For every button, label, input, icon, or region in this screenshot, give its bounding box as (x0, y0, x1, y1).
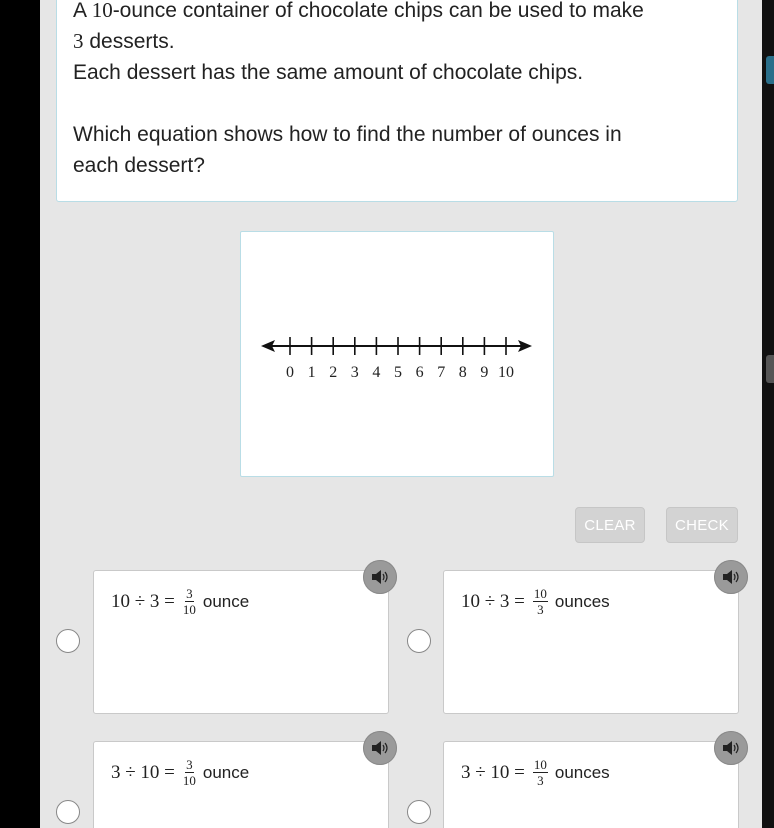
window-edge (762, 0, 774, 828)
tick-label: 9 (480, 364, 489, 381)
fraction: $\frac{3}{10}$ (182, 586, 196, 617)
side-tab[interactable] (766, 355, 774, 383)
choice-equation: 10 ÷ 3 = $\frac{10}{3}$ ounces (461, 586, 610, 617)
tick-label: 1 (307, 364, 316, 381)
radio-button-choice-1[interactable] (56, 629, 80, 653)
check-button[interactable]: CHECK (666, 507, 738, 543)
assessment-stage (40, 0, 762, 828)
radio-button-choice-4[interactable] (407, 800, 431, 824)
tick-label: 7 (437, 364, 446, 381)
answer-choice-2[interactable] (443, 570, 739, 714)
tick-label: 5 (394, 364, 402, 381)
speaker-icon[interactable] (363, 731, 397, 765)
radio-button-choice-3[interactable] (56, 800, 80, 824)
tick-label: 8 (458, 364, 467, 381)
answer-choice-3[interactable] (93, 741, 389, 828)
tick-label: 2 (329, 364, 338, 381)
answer-choice-1[interactable] (93, 570, 389, 714)
clear-button[interactable]: CLEAR (575, 507, 645, 543)
answer-choice-4[interactable] (443, 741, 739, 828)
tick-label: 4 (372, 364, 381, 381)
question-line-5: each dessert? (73, 154, 205, 177)
question-panel (56, 0, 738, 202)
tick-label: 0 (286, 364, 294, 381)
fraction: $\frac{10}{3}$ (533, 757, 547, 788)
choice-equation: 3 ÷ 10 = $\frac{3}{10}$ ounce (111, 757, 250, 788)
number-line-figure (240, 231, 554, 477)
number-line (241, 232, 553, 476)
speaker-icon[interactable] (714, 731, 748, 765)
question-line-2: 3 desserts. (73, 29, 175, 53)
speaker-icon[interactable] (363, 560, 397, 594)
side-tab[interactable] (766, 56, 774, 84)
fraction: $\frac{10}{3}$ (533, 586, 547, 617)
speaker-icon[interactable] (714, 560, 748, 594)
fraction: $\frac{3}{10}$ (182, 757, 196, 788)
question-line-3: Each dessert has the same amount of chocolate chips. (73, 61, 584, 84)
question-line-4: Which equation shows how to find the number of ounces in (73, 123, 622, 146)
tick-label: 6 (415, 364, 424, 381)
tick-label: 3 (350, 364, 359, 381)
choice-equation: 3 ÷ 10 = $\frac{10}{3}$ ounces (461, 757, 610, 788)
question-line-1: A 10-ounce container of chocolate chips can be used to make (73, 0, 644, 22)
choice-equation: 10 ÷ 3 = $\frac{3}{10}$ ounce (111, 586, 250, 617)
tick-label: 10 (498, 364, 514, 381)
radio-button-choice-2[interactable] (407, 629, 431, 653)
